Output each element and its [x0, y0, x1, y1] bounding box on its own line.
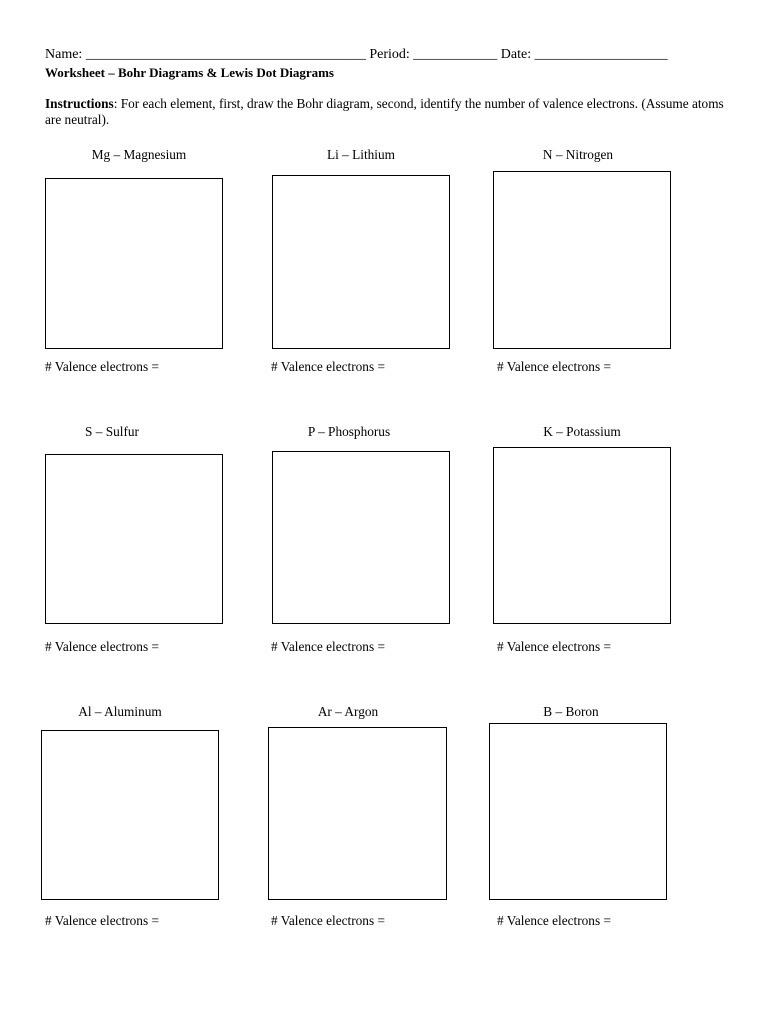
valence-label-sulfur: # Valence electrons = [45, 639, 159, 654]
element-label-potassium: K – Potassium [543, 424, 621, 439]
drawing-box-argon[interactable] [268, 727, 447, 900]
element-label-magnesium: Mg – Magnesium [91, 147, 187, 162]
valence-label-phosphorus: # Valence electrons = [271, 639, 385, 654]
drawing-box-potassium[interactable] [493, 447, 671, 624]
worksheet-title: Worksheet – Bohr Diagrams & Lewis Dot Diagrams [45, 65, 334, 80]
element-label-argon: Ar – Argon [317, 704, 379, 719]
date-label: Date: [500, 47, 532, 62]
valence-label-aluminum: # Valence electrons = [45, 913, 159, 928]
valence-label-lithium: # Valence electrons = [271, 359, 385, 374]
element-label-aluminum: Al – Aluminum [78, 704, 162, 719]
instructions-lead: Instructions [45, 96, 114, 111]
element-label-phosphorus: P – Phosphorus [307, 424, 391, 439]
drawing-box-aluminum[interactable] [41, 730, 219, 900]
element-label-boron: B – Boron [543, 704, 599, 719]
element-label-lithium: Li – Lithium [327, 147, 395, 162]
drawing-box-lithium[interactable] [272, 175, 450, 349]
name-label: Name: [45, 47, 83, 62]
valence-label-potassium: # Valence electrons = [497, 639, 611, 654]
date-blank[interactable]: ___________________ [534, 47, 668, 62]
valence-label-nitrogen: # Valence electrons = [497, 359, 611, 374]
element-label-sulfur: S – Sulfur [85, 424, 139, 439]
drawing-box-nitrogen[interactable] [493, 171, 671, 349]
valence-label-magnesium: # Valence electrons = [45, 359, 159, 374]
instructions [45, 96, 725, 128]
name-blank[interactable]: ________________________________________ [85, 47, 366, 62]
element-label-nitrogen: N – Nitrogen [542, 147, 614, 162]
valence-label-boron: # Valence electrons = [497, 913, 611, 928]
drawing-box-phosphorus[interactable] [272, 451, 450, 624]
period-blank[interactable]: ____________ [413, 47, 498, 62]
drawing-box-boron[interactable] [489, 723, 667, 900]
drawing-box-magnesium[interactable] [45, 178, 223, 349]
period-label: Period: [369, 47, 410, 62]
drawing-box-sulfur[interactable] [45, 454, 223, 624]
header-line [45, 47, 668, 63]
valence-label-argon: # Valence electrons = [271, 913, 385, 928]
instructions-text: : For each element, first, draw the Bohr diagram, second, identify the number of valence electrons. (Assume atoms are neutral). [45, 96, 724, 127]
